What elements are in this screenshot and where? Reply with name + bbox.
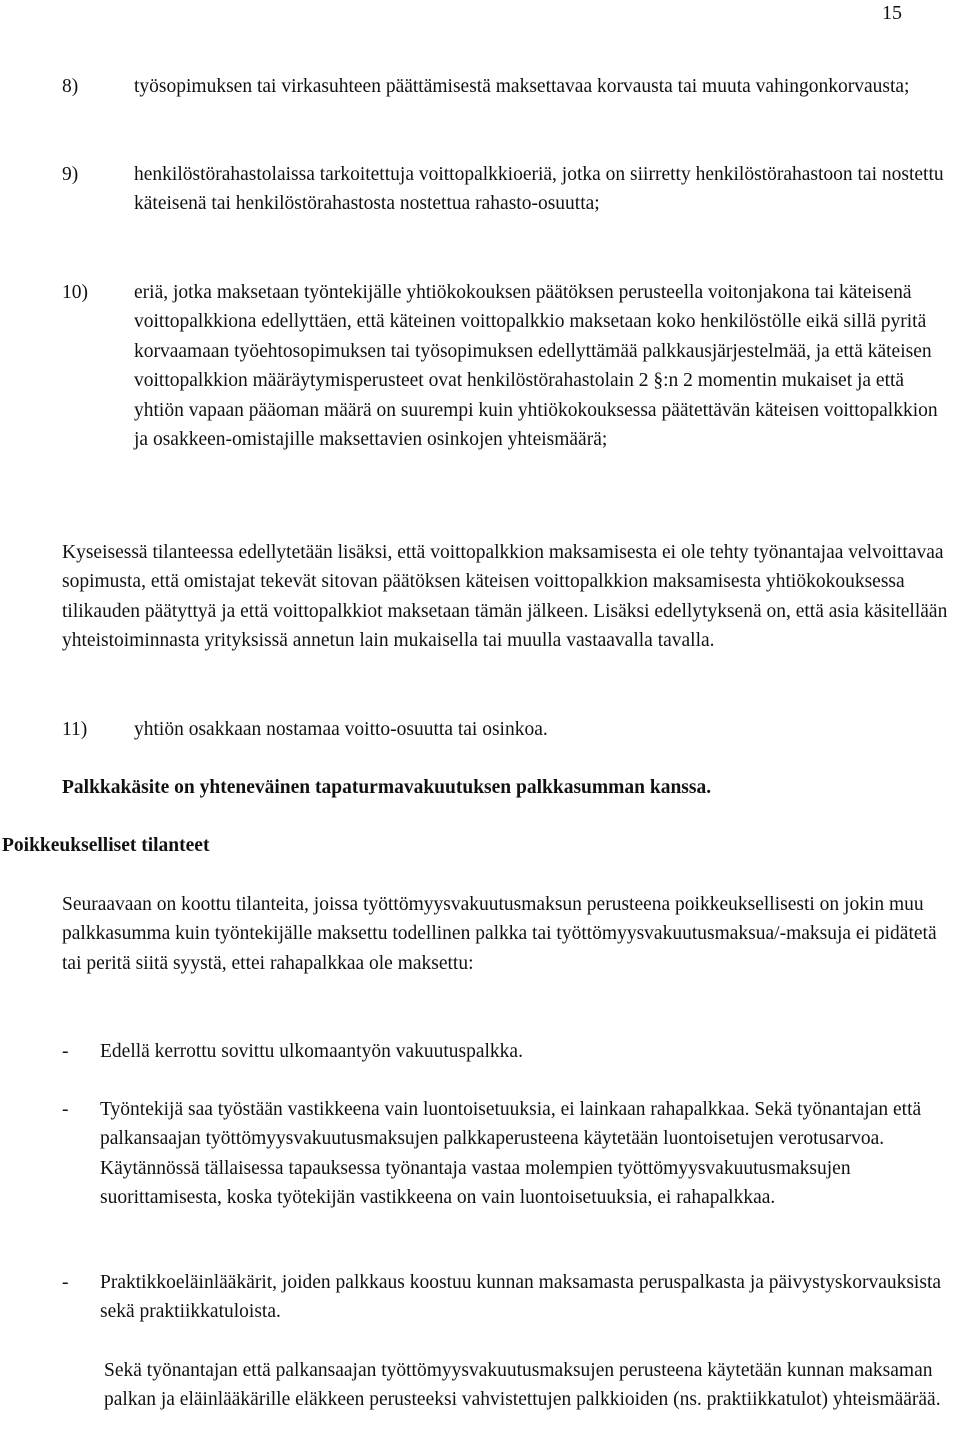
list-number: 8) [62, 76, 79, 97]
conditions-paragraph: Kyseisessä tilanteessa edellytetään lisäksi, että voittopalkkion maksamisesta ei ole tehty työnantajaa velvoittavaa sopimusta, että omistajat tekevät sitovan päätöksen käteisen voittopalkkion maksamisesta yhtiökokouksessa tilikauden päätyttyä ja että voittopalkkiot maksetaan tämän jälkeen. Lisäksi edellytyksenä on, että asia käsitellään yhteistoiminnasta yrityksissä annetun lain mukaisella tai muulla vastaavalla tavalla. [62, 542, 948, 652]
list-number: 10) [62, 282, 88, 303]
list-item-10 [62, 278, 952, 454]
intro-paragraph: Seuraavaan on koottu tilanteita, joissa työttömyysvakuutusmaksun perusteena poikkeuksellisesti on jokin muu palkkasumma kuin työntekijälle maksettu todellinen palkka tai työttömyysvakuutusmaksua/-maksuja ei pidätetä tai peritä siitä syystä, ettei rahapalkkaa ole maksettu: [62, 894, 937, 974]
list-item-11 [62, 715, 952, 744]
section-heading: Poikkeukselliset tilanteet [2, 835, 210, 856]
closing-paragraph: Sekä työnantajan että palkansaajan työttömyysvakuutusmaksujen perusteena käytetään kunnan maksaman palkan ja eläinlääkärille eläkkeen perusteeksi vahvistettujen palkkioiden (ns. praktiikkatulot) yhteismäärää. [104, 1360, 941, 1411]
list-number: 9) [62, 164, 79, 185]
bold-statement: Palkkakäsite on yhteneväinen tapaturmavakuutuksen palkkasumman kanssa. [62, 777, 712, 798]
list-text: yhtiön osakkaan nostamaa voitto-osuutta tai osinkoa. [134, 719, 548, 740]
dash-marker: - [62, 1272, 69, 1293]
dash-text: Edellä kerrottu sovittu ulkomaantyön vakuutuspalkka. [100, 1041, 523, 1062]
dash-text: Työntekijä saa työstään vastikkeena vain luontoisetuuksia, ei lainkaan rahapalkkaa. Sekä työnantajan että palkansaajan työttömyysvakuutusmaksujen palkkaperusteena käytetään luontoisetujen verotusarvoa. Käytännössä tällaisessa tapauksessa työnantaja vastaa molempien työttömyysvakuutusmaksujen suorittamisesta, koska työtekijän vastikkeena on vain luontoisetuuksia, ei rahapalkkaa. [100, 1099, 922, 1209]
list-text: henkilöstörahastolaissa tarkoitettuja voittopalkkioeriä, jotka on siirretty henkilöstörahastoon tai nostettu käteisenä tai henkilöstörahastosta nostettua rahasto-osuutta; [134, 164, 944, 215]
list-number: 11) [62, 719, 88, 740]
dash-marker: - [62, 1099, 69, 1120]
dash-item-2 [62, 1095, 952, 1213]
dash-text: Praktikkoeläinlääkärit, joiden palkkaus koostuu kunnan maksamasta peruspalkasta ja päivystyskorvauksista sekä praktiikkatuloista. [100, 1272, 942, 1323]
dash-marker: - [62, 1041, 69, 1062]
list-item-9 [62, 160, 952, 219]
dash-item-1 [62, 1037, 952, 1066]
list-text: työsopimuksen tai virkasuhteen päättämisestä maksettavaa korvausta tai muuta vahingonkorvausta; [134, 76, 910, 97]
list-item-8 [62, 72, 952, 101]
page-number: 15 [882, 2, 902, 24]
list-text: eriä, jotka maksetaan työntekijälle yhtiökokouksen päätöksen perusteella voitonjakona tai käteisenä voittopalkkiona edellyttäen, että käteinen voittopalkkio maksetaan koko henkilöstölle eikä sillä pyritä korvaamaan työehtosopimuksen tai työsopimuksen edellyttämää palkkausjärjestelmää, ja että käteisen voittopalkkion määräytymisperusteet ovat henkilöstörahastolain 2 §:n 2 momentin mukaiset ja että yhtiön vapaan pääoman määrä on suurempi kuin yhtiökokouksessa päätettävän käteisen voittopalkkion ja osakkeen-omistajille maksettavien osinkojen yhteismäärä; [134, 282, 938, 451]
dash-item-3 [62, 1268, 952, 1327]
